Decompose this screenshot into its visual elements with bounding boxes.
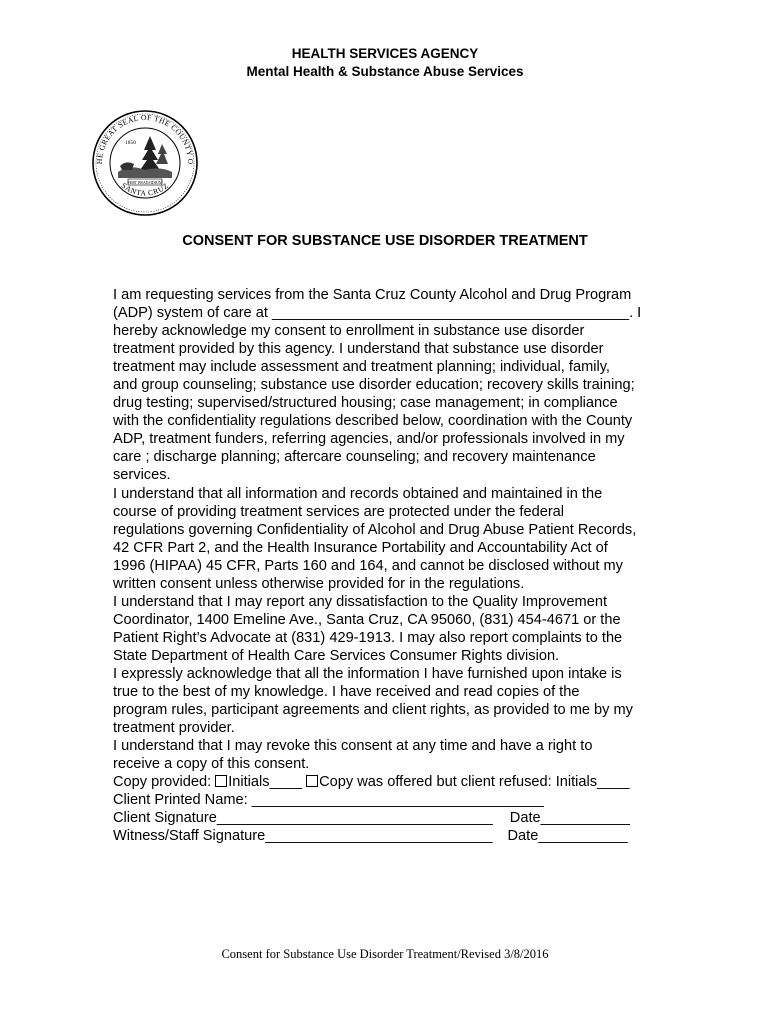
- witness-signature-field[interactable]: Witness/Staff Signature____________________________: [113, 828, 493, 845]
- text-line: ADP, treatment funders, referring agencies, and/or professionals involved in my: [113, 431, 625, 448]
- witness-signature-row: [113, 827, 673, 845]
- text-line: I understand that all information and records obtained and maintained in the: [113, 485, 603, 502]
- text-line: 1996 (HIPAA) 45 CFR, Parts 160 and 164, and cannot be disclosed without my: [113, 557, 623, 574]
- department-name: Mental Health & Substance Abuse Services: [246, 64, 524, 79]
- client-signature-field[interactable]: Client Signature__________________________________: [113, 810, 493, 827]
- text-line: written consent unless otherwise provided for in the regulations.: [113, 575, 525, 592]
- document-title: CONSENT FOR SUBSTANCE USE DISORDER TREATMENT: [182, 233, 588, 249]
- client-date-field[interactable]: Date___________: [509, 810, 630, 827]
- text-line: Patient Right’s Advocate at (831) 429-1913. I may also report complaints to the: [113, 629, 623, 646]
- text-line: treatment provider.: [113, 720, 235, 737]
- text-line: and group counseling; substance use disorder education; recovery skills training;: [113, 377, 635, 394]
- text-line: I am requesting services from the Santa Cruz County Alcohol and Drug Program: [113, 287, 632, 303]
- text-line: drug testing; supervised/structured housing; case management; in compliance: [113, 395, 618, 412]
- county-seal-icon: [90, 108, 200, 218]
- copy-refused-field[interactable]: Copy was offered but client refused: Initials____: [319, 774, 630, 791]
- text-line: Coordinator, 1400 Emeline Ave., Santa Cruz, CA 95060, (831) 454-4671 or the: [113, 611, 621, 628]
- text-line: State Department of Health Care Services Consumer Rights division.: [113, 647, 560, 664]
- svg-text:THE GREAT SEAL OF THE COUNTY O: HE GREAT SEAL OF THE COUNTY O: [94, 112, 196, 165]
- text-line: I understand that I may revoke this consent at any time and have a right to: [113, 738, 593, 755]
- client-signature-row: [113, 809, 673, 827]
- copy-refused-checkbox[interactable]: [306, 775, 318, 787]
- text-line: regulations governing Confidentiality of Alcohol and Drug Abuse Patient Records,: [113, 521, 637, 538]
- text-line: receive a copy of this consent.: [113, 756, 310, 773]
- text-line: I understand that I may report any dissatisfaction to the Quality Improvement: [113, 593, 607, 610]
- page-footer: Consent for Substance Use Disorder Treatment/Revised 3/8/2016: [221, 947, 549, 961]
- svg-text:1850: 1850: [125, 140, 136, 146]
- text-line: program rules, participant agreements and client rights, as provided to me by my: [113, 702, 633, 719]
- text-line: treatment may include assessment and treatment planning; individual, family,: [113, 359, 610, 376]
- paragraph-confidentiality: [113, 485, 673, 593]
- initials-checkbox[interactable]: [215, 775, 227, 787]
- svg-text:FERT PRAESIDIUM: FERT PRAESIDIUM: [127, 180, 163, 185]
- copy-provided-row: [113, 773, 673, 791]
- paragraph-revocation: [113, 737, 673, 773]
- text-line: treatment provided by this agency. I understand that substance use disorder: [113, 341, 604, 358]
- copy-provided-label: Copy provided:: [113, 774, 216, 791]
- text-line: true to the best of my knowledge. I have received and read copies of the: [113, 684, 580, 701]
- text-line: care ; discharge planning; aftercare counseling; and recovery maintenance: [113, 449, 596, 466]
- paragraph-services: [113, 286, 673, 485]
- paragraph-complaints: [113, 593, 673, 665]
- paragraph-acknowledgement: [113, 665, 673, 737]
- svg-text:SANTA CRUZ: SANTA CRUZ: [119, 180, 171, 198]
- client-printed-name-field[interactable]: Client Printed Name: ____________________________________: [113, 792, 544, 809]
- text-line: 42 CFR Part 2, and the Health Insurance Portability and Accountability Act of: [113, 539, 608, 556]
- initials-field[interactable]: Initials____: [228, 774, 307, 791]
- consent-body: [113, 286, 673, 845]
- text-line: with the confidentiality regulations described below, coordination with the County: [113, 413, 633, 430]
- text-line: services.: [113, 467, 171, 484]
- text-line: I expressly acknowledge that all the information I have furnished upon intake is: [113, 665, 622, 682]
- text-line: course of providing treatment services are protected under the federal: [113, 503, 565, 520]
- text-line: (ADP) system of care at ____________________________________________. I: [113, 305, 642, 322]
- agency-name: HEALTH SERVICES AGENCY: [291, 46, 479, 61]
- witness-date-field[interactable]: Date___________: [507, 828, 628, 845]
- text-line: hereby acknowledge my consent to enrollment in substance use disorder: [113, 323, 585, 340]
